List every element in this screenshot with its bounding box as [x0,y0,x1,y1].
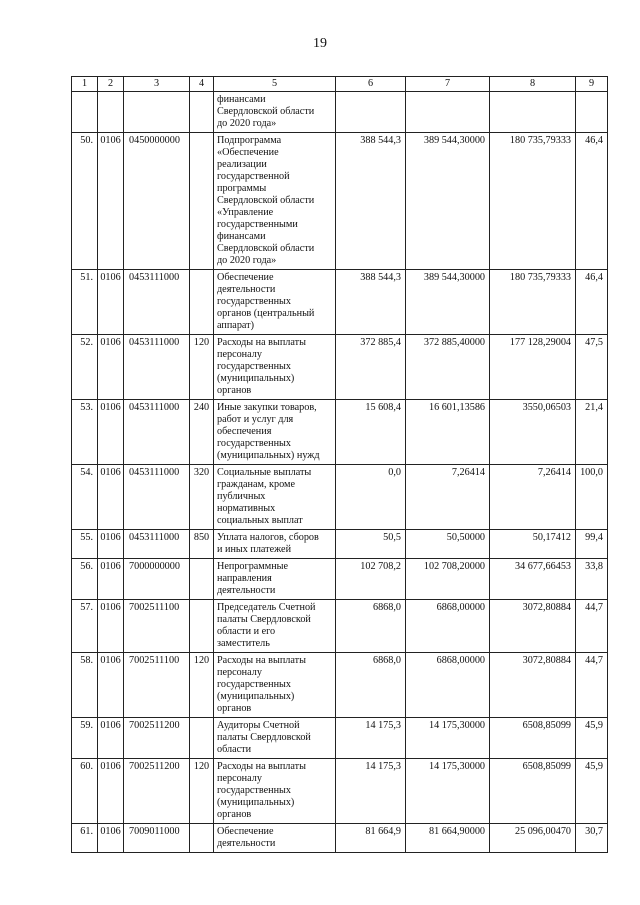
refined-amount: 14 175,30000 [406,718,490,759]
expense-type: 850 [190,530,214,559]
expense-name: Расходы на выплаты персоналу государственных (муниципальных) органов [214,335,336,400]
column-header-6: 6 [336,77,406,92]
execution-percent: 30,7 [576,824,608,853]
budget-table [71,76,608,853]
table-row [72,530,608,559]
execution-percent: 44,7 [576,600,608,653]
expense-type [190,824,214,853]
refined-amount: 372 885,40000 [406,335,490,400]
expense-type [190,270,214,335]
target-code: 0453111000 [124,530,190,559]
table-row [72,718,608,759]
expense-name: Иные закупки товаров, работ и услуг для обеспечения государственных (муниципальных) нужд [214,400,336,465]
column-header-7: 7 [406,77,490,92]
expense-name: Аудиторы Счетной палаты Свердловской области [214,718,336,759]
planned-amount: 372 885,4 [336,335,406,400]
executed-amount: 3550,06503 [490,400,576,465]
expense-type: 320 [190,465,214,530]
section-code: 0106 [98,559,124,600]
table-row [72,559,608,600]
expense-name: Непрограммные направления деятельности [214,559,336,600]
planned-amount: 81 664,9 [336,824,406,853]
planned-amount: 50,5 [336,530,406,559]
planned-amount: 15 608,4 [336,400,406,465]
executed-amount: 25 096,00470 [490,824,576,853]
expense-name: финансами Свердловской области до 2020 года» [214,92,336,133]
row-number: 61. [72,824,98,853]
table-row [72,400,608,465]
target-code: 7002511100 [124,653,190,718]
row-number: 54. [72,465,98,530]
section-code: 0106 [98,653,124,718]
target-code: 7002511100 [124,600,190,653]
table-row [72,92,608,133]
row-number: 59. [72,718,98,759]
row-number: 51. [72,270,98,335]
refined-amount: 6868,00000 [406,600,490,653]
execution-percent: 47,5 [576,335,608,400]
table-row [72,759,608,824]
executed-amount: 6508,85099 [490,718,576,759]
executed-amount: 180 735,79333 [490,133,576,270]
target-code: 0453111000 [124,465,190,530]
refined-amount: 7,26414 [406,465,490,530]
section-code: 0106 [98,335,124,400]
execution-percent: 100,0 [576,465,608,530]
column-header-3: 3 [124,77,190,92]
expense-type [190,600,214,653]
table-row [72,465,608,530]
row-number [72,92,98,133]
row-number: 53. [72,400,98,465]
column-header-5: 5 [214,77,336,92]
executed-amount: 3072,80884 [490,653,576,718]
section-code: 0106 [98,465,124,530]
target-code: 0453111000 [124,400,190,465]
refined-amount: 6868,00000 [406,653,490,718]
executed-amount [490,92,576,133]
expense-type: 240 [190,400,214,465]
refined-amount: 50,50000 [406,530,490,559]
refined-amount: 102 708,20000 [406,559,490,600]
section-code: 0106 [98,824,124,853]
expense-name: Расходы на выплаты персоналу государственных (муниципальных) органов [214,653,336,718]
target-code: 0453111000 [124,270,190,335]
execution-percent: 46,4 [576,270,608,335]
planned-amount: 0,0 [336,465,406,530]
column-header-9: 9 [576,77,608,92]
expense-name: Расходы на выплаты персоналу государственных (муниципальных) органов [214,759,336,824]
row-number: 56. [72,559,98,600]
executed-amount: 6508,85099 [490,759,576,824]
section-code: 0106 [98,133,124,270]
execution-percent: 45,9 [576,759,608,824]
executed-amount: 50,17412 [490,530,576,559]
section-code [98,92,124,133]
target-code: 7000000000 [124,559,190,600]
executed-amount: 3072,80884 [490,600,576,653]
planned-amount: 388 544,3 [336,133,406,270]
execution-percent: 33,8 [576,559,608,600]
row-number: 55. [72,530,98,559]
section-code: 0106 [98,530,124,559]
expense-type: 120 [190,653,214,718]
refined-amount: 389 544,30000 [406,270,490,335]
row-number: 57. [72,600,98,653]
execution-percent: 21,4 [576,400,608,465]
target-code: 7002511200 [124,718,190,759]
refined-amount [406,92,490,133]
target-code: 0453111000 [124,335,190,400]
expense-type [190,718,214,759]
planned-amount: 6868,0 [336,600,406,653]
executed-amount: 7,26414 [490,465,576,530]
header-row [72,77,608,92]
refined-amount: 81 664,90000 [406,824,490,853]
table-row [72,653,608,718]
planned-amount: 14 175,3 [336,718,406,759]
expense-name: Председатель Счетной палаты Свердловской области и его заместитель [214,600,336,653]
table-row [72,270,608,335]
expense-name: Подпрограмма «Обеспечение реализации государственной программы Свердловской области «Управление государственными финансами Свердловской области до 2020 года» [214,133,336,270]
column-header-8: 8 [490,77,576,92]
column-header-1: 1 [72,77,98,92]
target-code [124,92,190,133]
column-header-4: 4 [190,77,214,92]
expense-type [190,559,214,600]
section-code: 0106 [98,759,124,824]
refined-amount: 16 601,13586 [406,400,490,465]
execution-percent [576,92,608,133]
section-code: 0106 [98,400,124,465]
expense-type [190,133,214,270]
executed-amount: 34 677,66453 [490,559,576,600]
expense-name: Обеспечение деятельности государственных органов (центральный аппарат) [214,270,336,335]
executed-amount: 180 735,79333 [490,270,576,335]
execution-percent: 44,7 [576,653,608,718]
expense-type [190,92,214,133]
expense-name: Обеспечение деятельности [214,824,336,853]
target-code: 7002511200 [124,759,190,824]
target-code: 7009011000 [124,824,190,853]
column-header-2: 2 [98,77,124,92]
refined-amount: 14 175,30000 [406,759,490,824]
section-code: 0106 [98,718,124,759]
row-number: 52. [72,335,98,400]
table-row [72,824,608,853]
table-row [72,600,608,653]
planned-amount [336,92,406,133]
execution-percent: 46,4 [576,133,608,270]
execution-percent: 99,4 [576,530,608,559]
row-number: 60. [72,759,98,824]
section-code: 0106 [98,270,124,335]
executed-amount: 177 128,29004 [490,335,576,400]
table-row [72,133,608,270]
execution-percent: 45,9 [576,718,608,759]
planned-amount: 6868,0 [336,653,406,718]
expense-name: Социальные выплаты гражданам, кроме публичных нормативных социальных выплат [214,465,336,530]
expense-type: 120 [190,335,214,400]
target-code: 0450000000 [124,133,190,270]
table-body [72,92,608,853]
section-code: 0106 [98,600,124,653]
row-number: 58. [72,653,98,718]
expense-type: 120 [190,759,214,824]
table-row [72,335,608,400]
row-number: 50. [72,133,98,270]
planned-amount: 14 175,3 [336,759,406,824]
expense-name: Уплата налогов, сборов и иных платежей [214,530,336,559]
planned-amount: 388 544,3 [336,270,406,335]
planned-amount: 102 708,2 [336,559,406,600]
refined-amount: 389 544,30000 [406,133,490,270]
page-number: 19 [313,36,327,51]
